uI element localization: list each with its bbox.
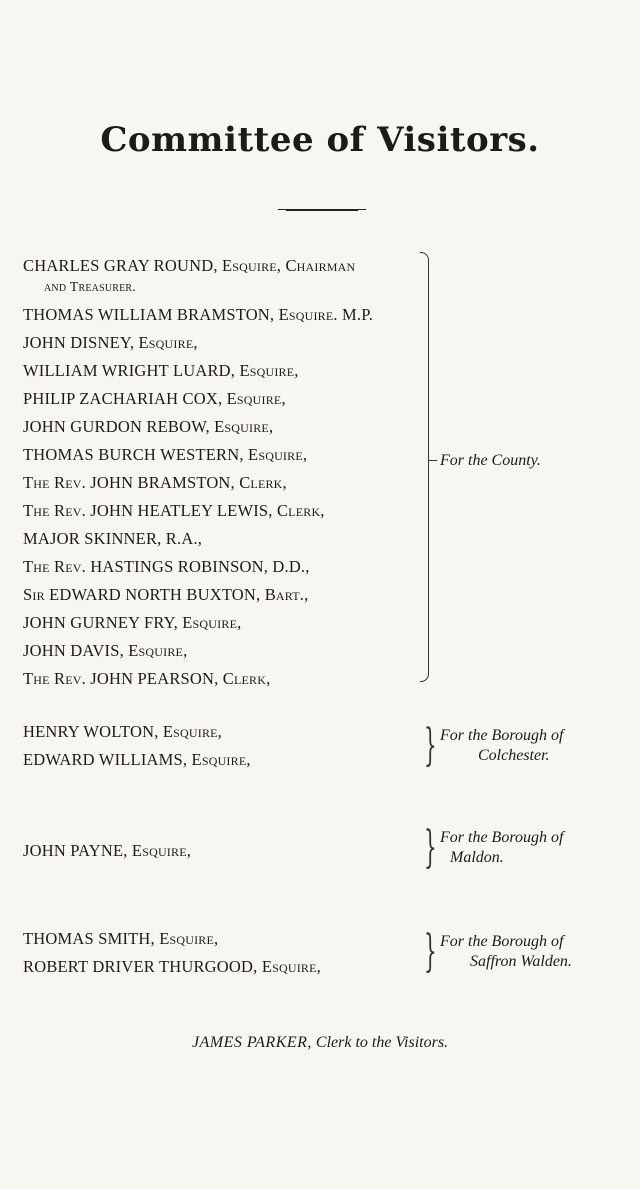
page-title: Committee of Visitors. bbox=[100, 120, 540, 160]
clerk-role: Clerk to the Visitors. bbox=[315, 1034, 449, 1051]
list-item: ROBERT DRIVER THURGOOD, Esquire, bbox=[23, 957, 321, 976]
list-item: MAJOR SKINNER, R.A., bbox=[23, 529, 203, 548]
list-item: JOHN GURNEY FRY, Esquire, bbox=[23, 613, 242, 632]
list-item: CHARLES GRAY ROUND, Esquire, Chairman bbox=[23, 256, 356, 275]
footer bbox=[0, 1034, 640, 1052]
colchester-label: For the Borough of Colchester. bbox=[440, 727, 564, 764]
list-item: The Rev. JOHN BRAMSTON, Clerk, bbox=[23, 473, 287, 492]
colchester-brace: } bbox=[424, 720, 437, 771]
county-brace bbox=[418, 262, 429, 672]
list-item: The Rev. JOHN PEARSON, Clerk, bbox=[23, 669, 271, 688]
list-item: JOHN PAYNE, Esquire, bbox=[23, 841, 192, 860]
county-label: For the County. bbox=[440, 452, 541, 469]
list-item: JOHN GURDON REBOW, Esquire, bbox=[23, 417, 274, 436]
maldon-brace: } bbox=[424, 822, 437, 873]
list-item: Sir EDWARD NORTH BUXTON, Bart., bbox=[23, 585, 309, 604]
list-item: The Rev. JOHN HEATLEY LEWIS, Clerk, bbox=[23, 501, 325, 520]
list-item: The Rev. HASTINGS ROBINSON, D.D., bbox=[23, 557, 310, 576]
maldon-label: For the Borough of Maldon. bbox=[440, 829, 564, 866]
list-item: THOMAS WILLIAM BRAMSTON, Esquire. M.P. bbox=[23, 305, 374, 324]
list-item: THOMAS SMITH, Esquire, bbox=[23, 929, 219, 948]
title-rule bbox=[286, 209, 358, 211]
list-item: WILLIAM WRIGHT LUARD, Esquire, bbox=[23, 361, 299, 380]
list-item: HENRY WOLTON, Esquire, bbox=[23, 722, 222, 741]
list-item: JOHN DISNEY, Esquire, bbox=[23, 333, 198, 352]
clerk-name: JAMES PARKER, bbox=[191, 1034, 312, 1051]
list-item: PHILIP ZACHARIAH COX, Esquire, bbox=[23, 389, 286, 408]
list-item: THOMAS BURCH WESTERN, Esquire, bbox=[23, 445, 308, 464]
list-item: EDWARD WILLIAMS, Esquire, bbox=[23, 750, 251, 769]
saffron-walden-label: For the Borough of Saffron Walden. bbox=[440, 933, 572, 970]
list-item: and Treasurer. bbox=[44, 280, 136, 295]
saffron-walden-brace: } bbox=[424, 926, 437, 977]
list-item: JOHN DAVIS, Esquire, bbox=[23, 641, 188, 660]
